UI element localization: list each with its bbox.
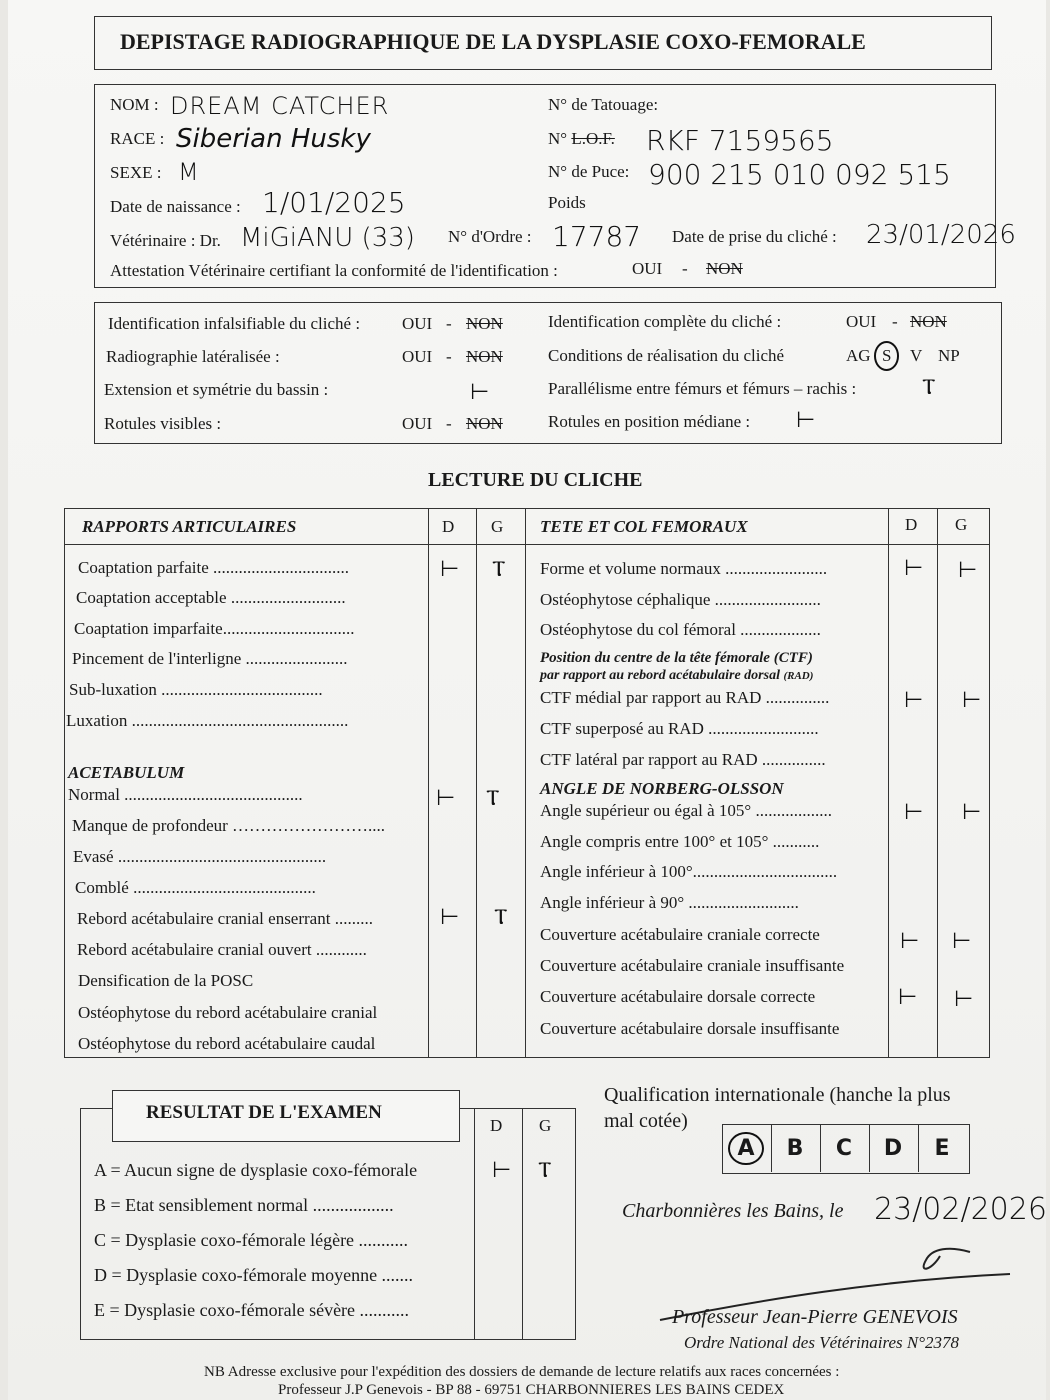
veto-label: Vétérinaire : Dr. <box>110 231 221 250</box>
radio-lat-oui: OUI <box>402 347 433 366</box>
tete-item-3: Ostéophytose du col fémoral ................... <box>540 620 821 639</box>
header-line <box>64 544 990 545</box>
tick-coaptation-d: ⊢ <box>440 557 460 582</box>
acetabulum-item-2: Manque de profondeur …………………….... <box>72 816 386 835</box>
nom-label: NOM : <box>110 95 159 114</box>
ctf-title-2-text: par rapport au rebord acétabulaire dorsal <box>540 668 780 683</box>
resultat-item-d: D = Dysplasie coxo-fémorale moyenne ....... <box>94 1265 414 1285</box>
resultat-title: RESULTAT DE L'EXAMEN <box>146 1102 382 1123</box>
tick-forme-g: ⊢ <box>958 558 978 583</box>
ident-complete-label: Identification complète du cliché : <box>548 312 782 331</box>
extension-tick: ⊢ <box>470 380 490 405</box>
acetabulum-item-5: Rebord acétabulaire cranial enserrant ......... <box>77 909 373 928</box>
signature-place: Charbonnières les Bains, le <box>622 1200 844 1222</box>
tick-cranial-g: ⊢ <box>952 929 972 954</box>
tete-item-2: Ostéophytose céphalique ......................... <box>540 590 821 609</box>
ident-complete-dash: - <box>892 312 898 331</box>
cond-ag: AG <box>846 346 871 365</box>
tick-angle-d: ⊢ <box>904 800 924 825</box>
ctf-item-3: CTF latéral par rapport au RAD ............... <box>540 750 826 769</box>
puce-value: 900 215 010 092 515 <box>648 158 951 191</box>
lecture-title: LECTURE DU CLICHE <box>428 469 643 491</box>
norberg-title: ANGLE DE NORBERG-OLSSON <box>540 779 784 798</box>
tick-rebord-g: Ⲧ <box>494 905 508 930</box>
footer-line-1: NB Adresse exclusive pour l'expédition des dossiers de demande de lecture relatifs aux races concernées : <box>204 1364 840 1380</box>
rapports-item-2: Coaptation acceptable ........................... <box>76 588 346 607</box>
rapports-item-5: Sub-luxation ...................................... <box>69 680 323 699</box>
ctf-title-2-rad: (RAD) <box>783 670 814 682</box>
parallelisme-label: Parallélisme entre fémurs et fémurs – rachis : <box>548 379 857 398</box>
tick-ctf-g: ⊢ <box>962 688 982 713</box>
qualification-line-2: mal cotée) <box>604 1110 688 1132</box>
col-line-5 <box>937 508 938 1058</box>
grade-b: B <box>786 1135 804 1161</box>
col-line-2 <box>476 508 477 1058</box>
rapports-item-1: Coaptation parfaite ................................ <box>78 558 350 577</box>
lof-value: RKF 7159565 <box>646 124 834 157</box>
norberg-item-4: Angle inférieur à 90° .......................... <box>540 893 799 912</box>
acetabulum-title: ACETABULUM <box>68 763 185 782</box>
norberg-item-6: Couverture acétabulaire craniale insuffisante <box>540 956 845 975</box>
col-line-1 <box>428 508 429 1058</box>
tick-rebord-d: ⊢ <box>440 905 460 930</box>
poids-label: Poids <box>548 193 586 212</box>
norberg-item-8: Couverture acétabulaire dorsale insuffisante <box>540 1019 840 1038</box>
veto-value: MiGiANU (33) <box>240 223 415 253</box>
rapports-item-4: Pincement de l'interligne ........................ <box>72 649 348 668</box>
radio-lat-non: NON <box>466 347 503 366</box>
ident-infals-oui: OUI <box>402 314 433 333</box>
rotules-vis-label: Rotules visibles : <box>104 414 222 433</box>
rotules-vis-non: NON <box>466 414 503 433</box>
resultat-item-a: A = Aucun signe de dysplasie coxo-fémorale <box>94 1160 418 1180</box>
ordre-value: 17787 <box>552 220 642 253</box>
prise-label: Date de prise du cliché : <box>672 227 837 246</box>
lof-struck: L.O.F. <box>571 129 615 148</box>
race-label: RACE : <box>110 129 165 148</box>
attestation-dash: - <box>682 259 688 278</box>
tick-dorsal-g: ⊢ <box>954 987 974 1012</box>
lof-prefix: N° <box>548 129 568 148</box>
extension-label: Extension et symétrie du bassin : <box>104 380 329 399</box>
rotules-med-tick: ⊢ <box>796 408 816 433</box>
col-g-right: G <box>955 515 968 534</box>
resultat-col-1 <box>474 1108 475 1340</box>
grade-c: C <box>835 1135 853 1161</box>
rapports-item-3: Coaptation imparfaite............................... <box>74 619 355 638</box>
norberg-item-1: Angle supérieur ou égal à 105° .................. <box>540 801 832 820</box>
resultat-item-b: B = Etat sensiblement normal .................. <box>94 1195 394 1215</box>
rotules-med-label: Rotules en position médiane : <box>548 412 751 431</box>
grade-a-circled: A <box>728 1132 763 1165</box>
signature-date: 23/02/2026 <box>874 1192 1047 1227</box>
sexe-value: M <box>178 158 199 186</box>
lof-label <box>548 129 615 149</box>
radio-lat-dash: - <box>446 347 452 366</box>
tick-angle-g: ⊢ <box>962 800 982 825</box>
grade-a <box>722 1124 770 1172</box>
rotules-vis-dash: - <box>446 414 452 433</box>
norberg-item-3: Angle inférieur à 100°.................................. <box>540 862 838 881</box>
col-line-4 <box>888 508 889 1058</box>
ordre-label: N° d'Ordre : <box>448 227 532 246</box>
rotules-vis-oui: OUI <box>402 414 433 433</box>
ctf-title-1: Position du centre de la tête fémorale (CTF) <box>540 650 813 666</box>
acetabulum-item-8: Ostéophytose du rebord acétabulaire cranial <box>78 1003 378 1022</box>
acetabulum-item-1: Normal .......................................... <box>68 785 303 804</box>
tick-normal-d: ⊢ <box>436 786 456 811</box>
ident-complete-oui: OUI <box>846 312 877 331</box>
tete-title: TETE ET COL FEMORAUX <box>540 517 748 536</box>
tick-coaptation-g: Ⲧ <box>492 557 506 582</box>
tick-resultat-d: ⊢ <box>492 1158 512 1183</box>
resultat-col-d: D <box>490 1116 503 1135</box>
race-value: Siberian Husky <box>176 124 371 154</box>
ident-complete-non: NON <box>910 312 947 331</box>
tick-normal-g: Ⲧ <box>486 786 500 811</box>
tick-cranial-d: ⊢ <box>900 929 920 954</box>
ident-infals-non: NON <box>466 314 503 333</box>
col-g-left: G <box>491 517 504 536</box>
tick-forme-d: ⊢ <box>904 556 924 581</box>
tick-ctf-d: ⊢ <box>904 688 924 713</box>
norberg-item-7: Couverture acétabulaire dorsale correcte <box>540 987 816 1006</box>
conditions-label: Conditions de réalisation du cliché <box>548 346 785 365</box>
norberg-item-5: Couverture acétabulaire craniale correcte <box>540 925 820 944</box>
resultat-item-c: C = Dysplasie coxo-fémorale légère ........... <box>94 1230 409 1250</box>
rapports-title: RAPPORTS ARTICULAIRES <box>82 517 297 536</box>
footer-line-2: Professeur J.P Genevois - BP 88 - 69751 CHARBONNIERES LES BAINS CEDEX <box>278 1382 785 1398</box>
attestation-label: Attestation Vétérinaire certifiant la conformité de l'identification : <box>110 261 558 280</box>
signature-name: Professeur Jean-Pierre GENEVOIS <box>672 1306 958 1328</box>
cond-np: NP <box>938 346 960 365</box>
attestation-oui: OUI <box>632 259 663 278</box>
resultat-item-e: E = Dysplasie coxo-fémorale sévère ........... <box>94 1300 410 1320</box>
sexe-label: SEXE : <box>110 163 162 182</box>
col-d-left: D <box>442 517 455 536</box>
rapports-item-6: Luxation ................................................... <box>66 711 349 730</box>
ctf-title-2 <box>540 668 813 684</box>
tick-resultat-g: Ⲧ <box>538 1158 552 1183</box>
radio-lat-label: Radiographie latéralisée : <box>106 347 280 366</box>
ident-infals-dash: - <box>446 314 452 333</box>
nom-value: DREAM CATCHER <box>170 92 390 120</box>
tete-item-1: Forme et volume normaux ........................ <box>540 559 828 578</box>
naissance-label: Date de naissance : <box>110 197 241 216</box>
acetabulum-item-4: Comblé ........................................... <box>75 878 316 897</box>
qualification-line-1: Qualification internationale (hanche la plus <box>604 1084 951 1106</box>
naissance-value: 1/01/2025 <box>262 186 406 219</box>
cond-s-circled: S <box>874 341 899 371</box>
resultat-col-2 <box>522 1108 523 1340</box>
tick-dorsal-d: ⊢ <box>898 985 918 1010</box>
col-d-right: D <box>905 515 918 534</box>
acetabulum-item-6: Rebord acétabulaire cranial ouvert ............ <box>77 940 367 959</box>
ident-infals-label: Identification infalsifiable du cliché : <box>108 314 361 333</box>
ctf-item-2: CTF superposé au RAD .......................... <box>540 719 819 738</box>
puce-label: N° de Puce: <box>548 162 630 181</box>
signature-ordre: Ordre National des Vétérinaires N°2378 <box>684 1333 960 1352</box>
acetabulum-item-9: Ostéophytose du rebord acétabulaire caudal <box>78 1034 376 1053</box>
acetabulum-item-7: Densification de la POSC <box>78 971 254 990</box>
tatouage-label: N° de Tatouage: <box>548 95 659 114</box>
norberg-item-2: Angle compris entre 100° et 105° ........... <box>540 832 820 851</box>
ctf-item-1: CTF médial par rapport au RAD ............... <box>540 688 830 707</box>
grade-e: E <box>934 1135 950 1161</box>
parallelisme-tick: Ⲧ <box>922 375 936 400</box>
col-line-3 <box>525 508 526 1058</box>
cond-v: V <box>910 346 923 365</box>
acetabulum-item-3: Evasé ................................................. <box>73 847 327 866</box>
resultat-col-g: G <box>539 1116 552 1135</box>
grade-d: D <box>883 1135 903 1161</box>
page-title: DEPISTAGE RADIOGRAPHIQUE DE LA DYSPLASIE COXO-FEMORALE <box>120 29 866 54</box>
prise-value: 23/01/2026 <box>866 220 1016 250</box>
attestation-non: NON <box>706 259 743 278</box>
